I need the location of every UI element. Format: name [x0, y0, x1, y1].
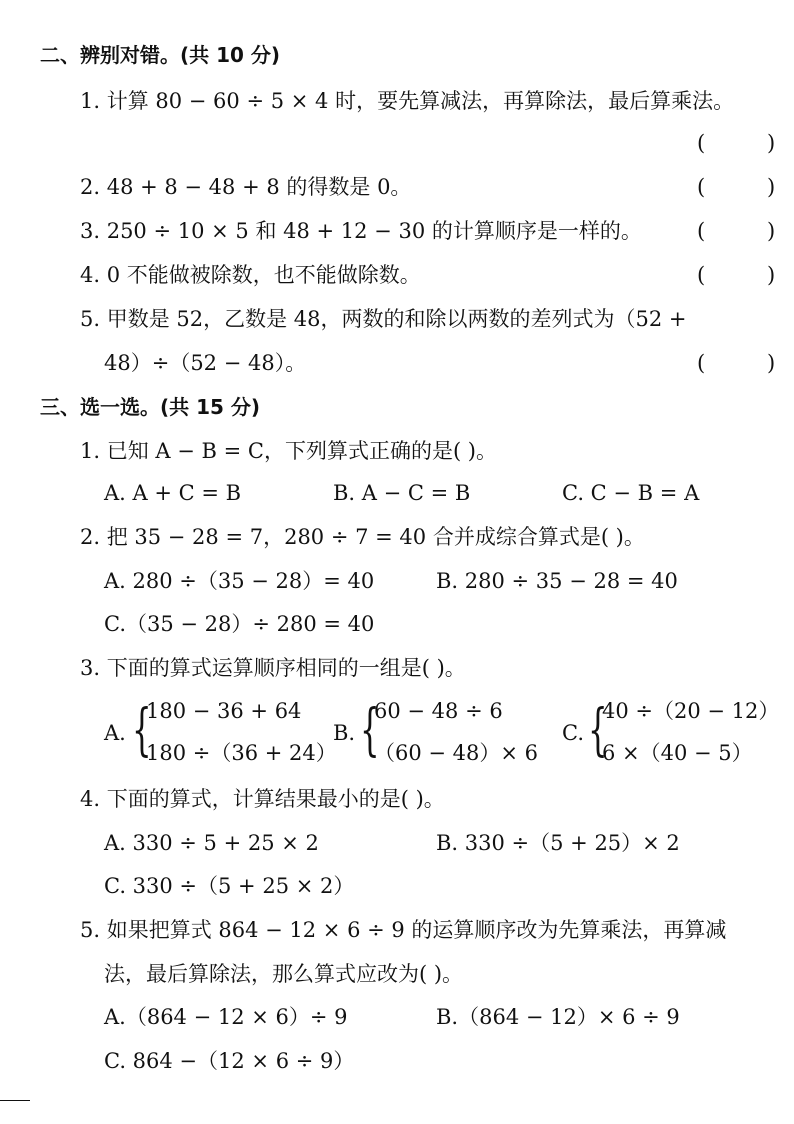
paren-right: ) [767, 351, 776, 375]
option-1a[interactable]: A. A + C = B [104, 481, 242, 505]
option-3b-line2: （60 − 48）× 6 [374, 741, 539, 765]
option-2a[interactable]: A. 280 ÷（35 − 28）= 40 [104, 569, 375, 593]
paren-right: ) [767, 131, 776, 155]
choice-question-1: 1. 已知 A − B = C，下列算式正确的是( )。 [80, 439, 498, 463]
option-3b[interactable] [374, 690, 538, 774]
answer-blank-1[interactable] [697, 128, 776, 158]
option-3a[interactable] [146, 690, 337, 774]
option-2c[interactable]: C.（35 − 28）÷ 280 = 40 [104, 612, 375, 636]
option-3c-line1: 40 ÷（20 − 12） [602, 699, 780, 723]
answer-blank-2[interactable] [697, 172, 776, 202]
choice-question-5-line1: 5. 如果把算式 864 − 12 × 6 ÷ 9 的运算顺序改为先算乘法，再算减 [80, 918, 727, 942]
paren-right: ) [767, 219, 776, 243]
option-4b[interactable]: B. 330 ÷（5 + 25）× 2 [436, 831, 680, 855]
choice-question-2: 2. 把 35 − 28 = 7，280 ÷ 7 = 40 合并成综合算式是( )。 [80, 525, 645, 549]
answer-blank-3[interactable] [697, 216, 776, 246]
brace-icon: { [360, 698, 380, 763]
option-3c-line2: 6 ×（40 − 5） [602, 741, 753, 765]
choice-question-4: 4. 下面的算式，计算结果最小的是( )。 [80, 787, 445, 811]
section2-heading: 二、辨别对错。(共 10 分) [40, 43, 281, 67]
option-3a-line2: 180 ÷（36 + 24） [146, 741, 337, 765]
paren-left: ( [697, 131, 706, 155]
option-5a[interactable]: A.（864 − 12 × 6）÷ 9 [104, 1005, 348, 1029]
option-3c-label[interactable]: C. [562, 721, 584, 745]
answer-blank-5[interactable] [697, 348, 776, 378]
paren-right: ) [767, 175, 776, 199]
option-3b-line1: 60 − 48 ÷ 6 [374, 699, 503, 723]
footer-rule [0, 1100, 30, 1101]
option-3b-label[interactable]: B. [333, 721, 356, 745]
judge-question-5-line1: 5. 甲数是 52，乙数是 48，两数的和除以两数的差列式为（52 + [80, 307, 687, 331]
judge-question-2: 2. 48 + 8 − 48 + 8 的得数是 0。 [80, 175, 412, 199]
brace-icon: { [132, 698, 152, 763]
paren-left: ( [697, 175, 706, 199]
option-3a-label[interactable]: A. [104, 721, 126, 745]
option-5b[interactable]: B.（864 − 12）× 6 ÷ 9 [436, 1005, 680, 1029]
option-1c[interactable]: C. C − B = A [562, 481, 700, 505]
choice-question-3: 3. 下面的算式运算顺序相同的一组是( )。 [80, 656, 466, 680]
option-3c[interactable] [602, 690, 779, 774]
option-5c[interactable]: C. 864 −（12 × 6 ÷ 9） [104, 1049, 355, 1073]
option-4c[interactable]: C. 330 ÷（5 + 25 × 2） [104, 874, 355, 898]
paren-right: ) [767, 263, 776, 287]
option-4a[interactable]: A. 330 ÷ 5 + 25 × 2 [104, 831, 319, 855]
judge-question-3: 3. 250 ÷ 10 × 5 和 48 + 12 − 30 的计算顺序是一样的。 [80, 219, 642, 243]
paren-left: ( [697, 351, 706, 375]
brace-icon: { [588, 698, 608, 763]
judge-question-1: 1. 计算 80 − 60 ÷ 5 × 4 时，要先算减法，再算除法，最后算乘法。 [80, 89, 735, 113]
option-1b[interactable]: B. A − C = B [333, 481, 471, 505]
option-2b[interactable]: B. 280 ÷ 35 − 28 = 40 [436, 569, 678, 593]
section3-heading: 三、选一选。(共 15 分) [40, 395, 261, 419]
judge-question-5-line2: 48）÷（52 − 48）。 [104, 351, 307, 375]
choice-question-5-line2: 法，最后算除法，那么算式应改为( )。 [104, 962, 464, 986]
paren-left: ( [697, 219, 706, 243]
paren-left: ( [697, 263, 706, 287]
option-3a-line1: 180 − 36 + 64 [146, 699, 302, 723]
answer-blank-4[interactable] [697, 260, 776, 290]
judge-question-4: 4. 0 不能做被除数，也不能做除数。 [80, 263, 421, 287]
